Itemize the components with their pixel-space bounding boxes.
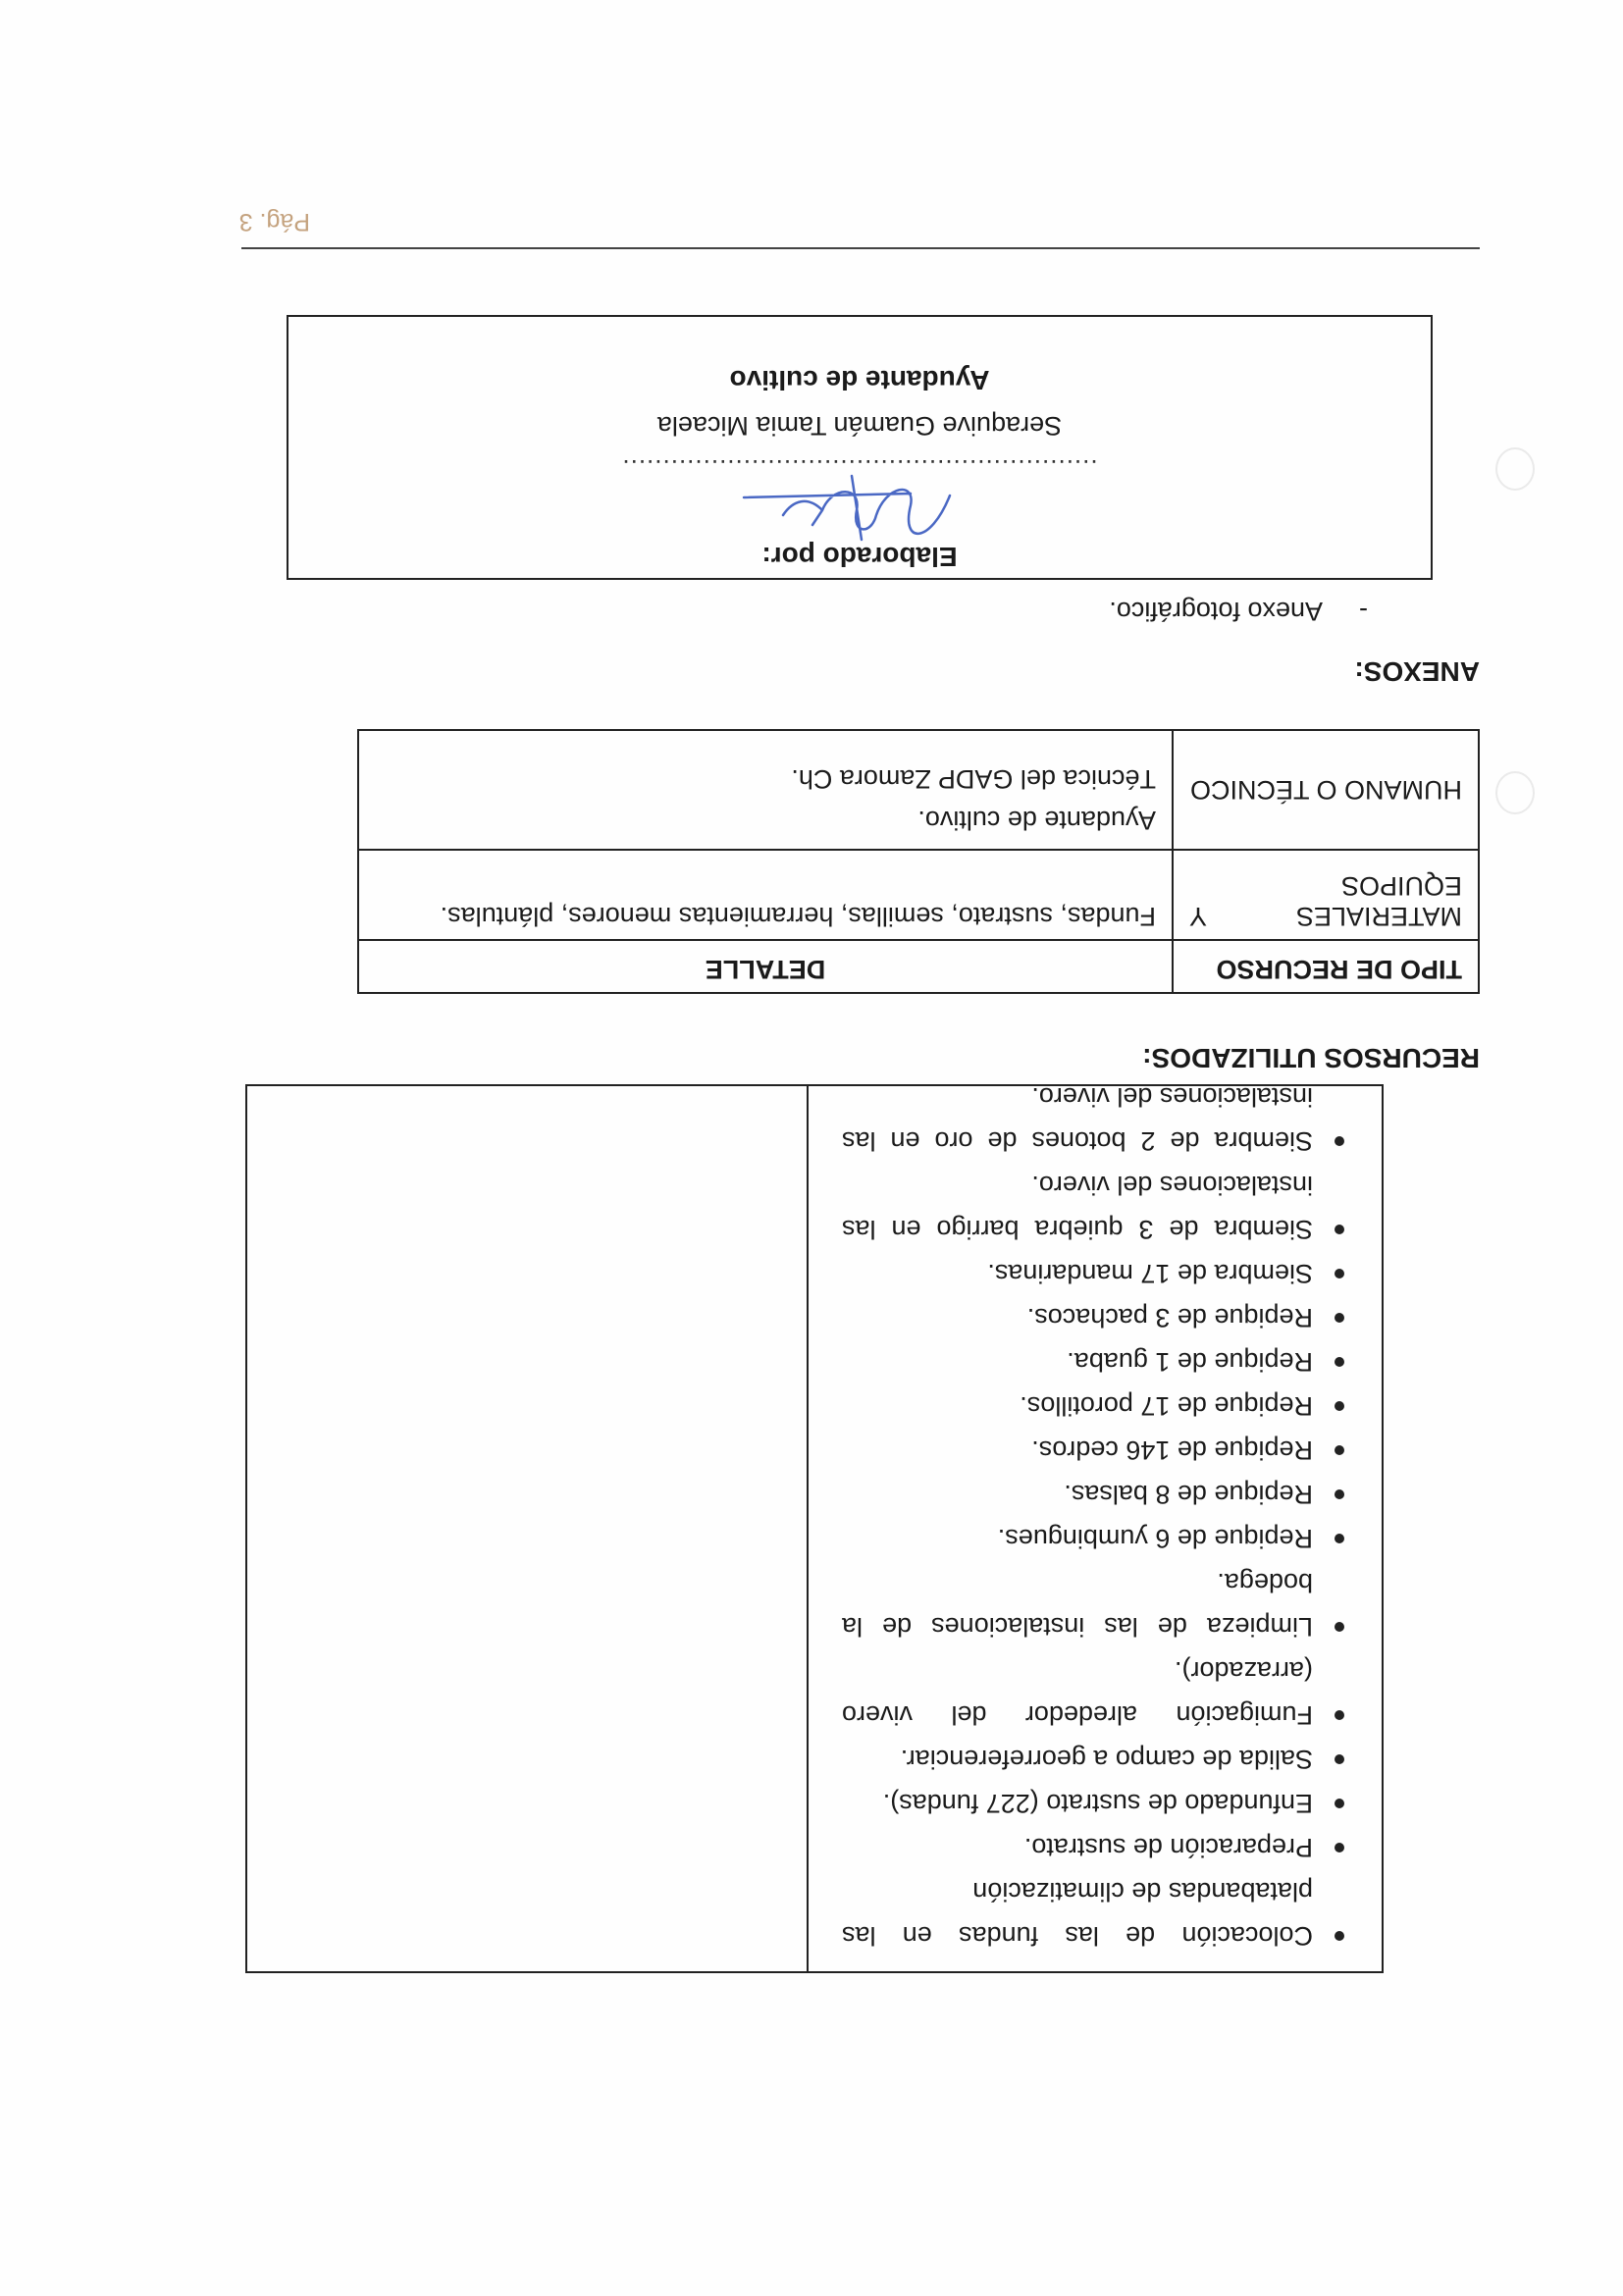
signer-name: Seraquive Guamán Tamia Micaela (656, 411, 1063, 441)
list-item: Preparación de sustrato. (842, 1825, 1348, 1869)
signer-role: Ayudante de cultivo (729, 365, 990, 395)
annex-list-item (1109, 596, 1368, 626)
activities-cell (807, 1082, 1382, 1971)
resource-type-cell (1173, 850, 1479, 940)
list-item: Salida de campo a georreferenciar. (842, 1737, 1348, 1781)
resource-type-label: MATERIALES (1295, 902, 1462, 931)
footer-divider (241, 247, 1480, 249)
resource-detail-line: Fundas, sustrato, semillas, herramientas menores, plántulas. (440, 902, 1156, 931)
resource-detail-line: Técnica del GADP Zamora Ch. (791, 764, 1156, 794)
bullet-icon (1335, 1489, 1344, 1499)
resource-detail-cell (358, 850, 1173, 940)
list-item: Colocación de las fundas en las platabandas de climatización (842, 1869, 1348, 1957)
signature-box (287, 315, 1433, 580)
page-number: Pág. 3 (238, 208, 310, 235)
list-item: Fumigación alrededor del vivero (arrazador). (842, 1648, 1348, 1737)
punch-hole-mark (1495, 771, 1535, 814)
list-item: Repique de 17 porotillos. (842, 1383, 1348, 1428)
signature-line: ........................................................... (621, 454, 1098, 484)
bullet-icon (1335, 1799, 1344, 1808)
list-item: Siembra de 17 mandarinas. (842, 1251, 1348, 1295)
list-item: Repique de 6 yumbingues. (842, 1516, 1348, 1560)
bullet-icon (1335, 1225, 1344, 1234)
bullet-icon (1335, 1754, 1344, 1764)
bullet-icon (1335, 1622, 1344, 1632)
list-item: Siembra de 3 quiebra barrigo en las instalaciones del vivero. (842, 1163, 1348, 1251)
bullet-icon (1335, 1710, 1344, 1720)
empty-cell (247, 1086, 807, 1971)
column-header-detail: DETALLE (358, 940, 1173, 993)
bullet-icon (1335, 1357, 1344, 1367)
table-row (358, 730, 1479, 850)
table-row (358, 850, 1479, 940)
bullet-icon (1335, 1401, 1344, 1411)
dash-marker: - (1359, 597, 1368, 626)
list-item: Repique de 3 pachacos. (842, 1295, 1348, 1339)
resources-table (357, 729, 1480, 994)
list-item: Repique de 8 balsas. (842, 1472, 1348, 1516)
resource-detail-cell (358, 730, 1173, 850)
bullet-icon (1335, 1534, 1344, 1543)
list-item: Siembra de 2 botones de oro en las instalaciones del vivero. (842, 1074, 1348, 1163)
resource-type-connector: Y (1189, 902, 1208, 931)
resource-type-label-2: EQUIPOS (1340, 871, 1462, 901)
annexes-heading: ANEXOS: (1354, 656, 1480, 687)
bullet-icon (1335, 1136, 1344, 1146)
bullet-icon (1335, 1931, 1344, 1941)
list-item: Repique de 1 guaba. (842, 1339, 1348, 1383)
list-item: Limpieza de las instalaciones de la bodega. (842, 1560, 1348, 1648)
table-header-row (358, 940, 1479, 993)
punch-hole-mark (1495, 447, 1535, 491)
column-header-type: TIPO DE RECURSO (1173, 940, 1479, 993)
bullet-icon (1335, 1313, 1344, 1323)
annex-label: Anexo fotográfico. (1109, 597, 1323, 626)
prepared-by-label: Elaborado por: (761, 542, 958, 572)
resource-type-cell (1173, 730, 1479, 850)
resource-detail-line: Ayudante de cultivo. (917, 806, 1156, 835)
list-item: Enfundado de sustrato (227 fundas). (842, 1781, 1348, 1825)
activities-list (842, 1074, 1348, 1957)
bullet-icon (1335, 1445, 1344, 1455)
list-item: Repique de 146 cedros. (842, 1428, 1348, 1472)
bullet-icon (1335, 1843, 1344, 1852)
resources-heading: RECURSOS UTILIZADOS: (1142, 1043, 1480, 1073)
bullet-icon (1335, 1269, 1344, 1278)
activities-table (245, 1084, 1384, 1973)
resource-type-label: HUMANO O TÉCNICO (1189, 775, 1462, 806)
